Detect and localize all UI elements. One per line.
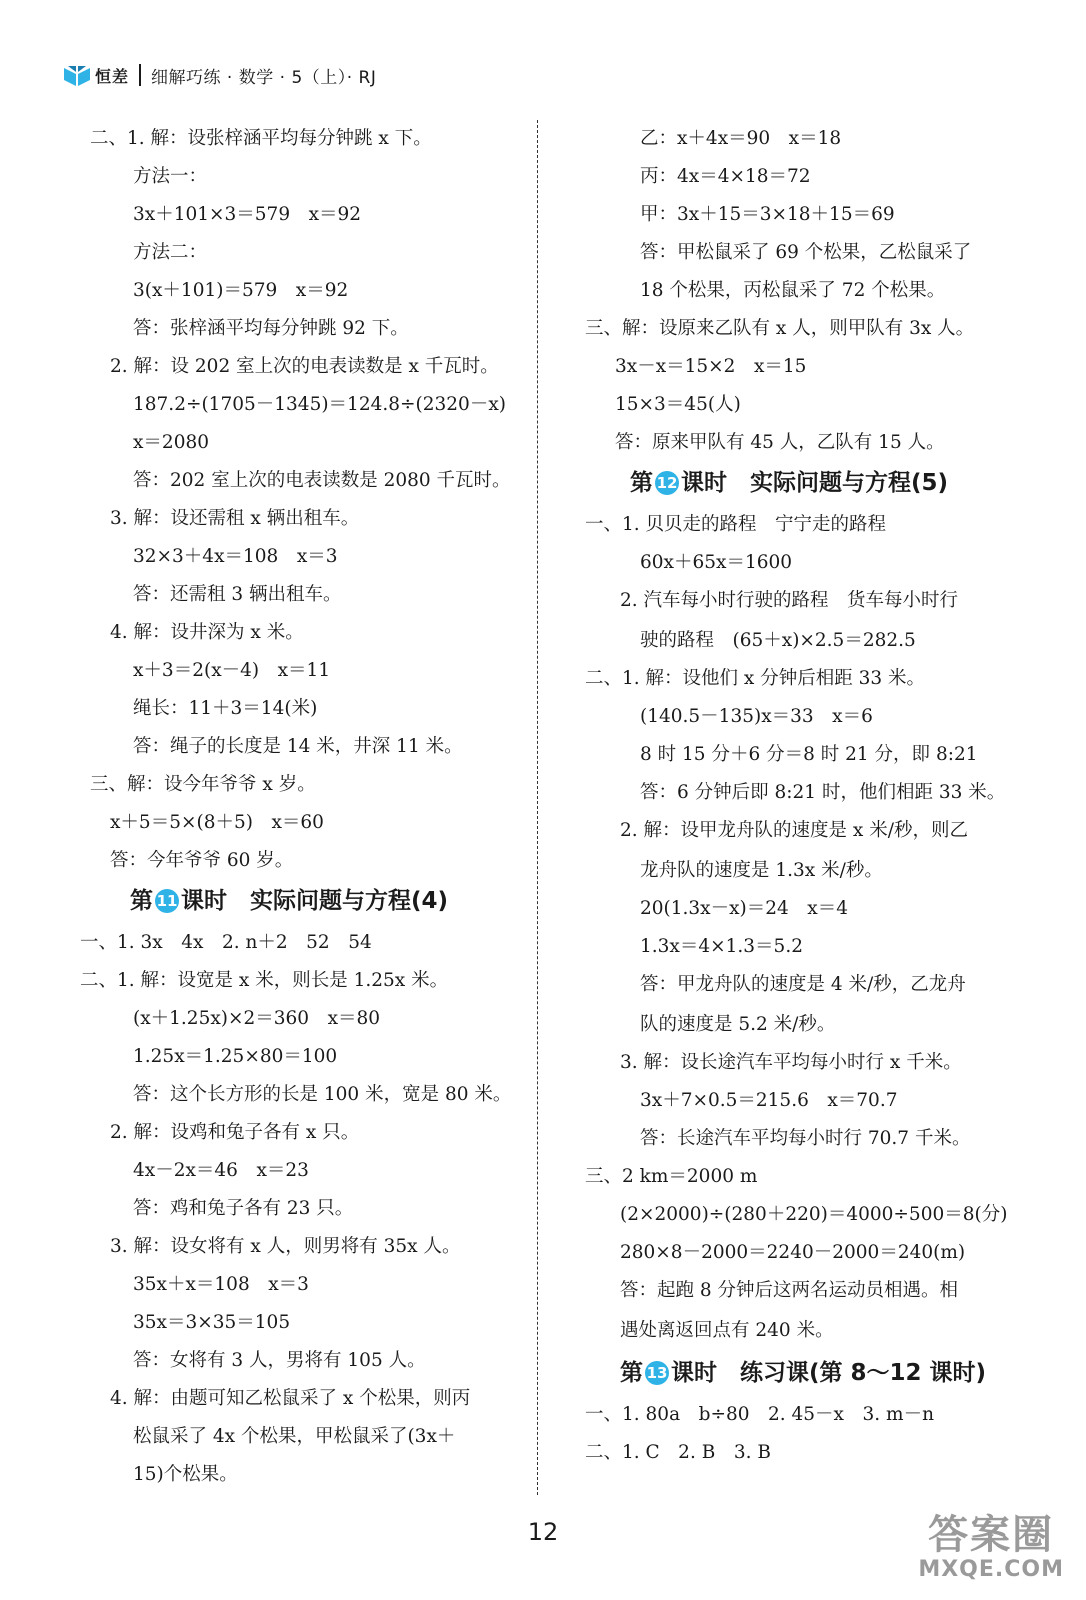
answer-line: 松鼠采了 4x 个松果，甲松鼠采了(3x＋ <box>133 1426 456 1447</box>
answer-line: 甲：3x＋15＝3×18＋15＝69 <box>640 204 895 225</box>
page-number: 12 <box>527 1518 559 1546</box>
answer-line: x＋5＝5×(8＋5) x＝60 <box>110 812 324 833</box>
answer-line: 方法一： <box>133 166 208 187</box>
lesson-heading-prefix: 第 <box>630 470 653 496</box>
lesson-heading-prefix: 第 <box>620 1360 643 1386</box>
answer-line: 乙：x＋4x＝90 x＝18 <box>640 128 842 149</box>
lesson-heading <box>130 888 448 914</box>
answer-line: 60x＋65x＝1600 <box>640 552 793 573</box>
answer-line: 一、1. 3x 4x 2. n＋2 52 54 <box>80 932 372 953</box>
answer-line: 答：6 分钟后即 8:21 时，他们相距 33 米。 <box>640 782 1006 803</box>
answer-line: 20(1.3x－x)＝24 x＝4 <box>640 898 849 919</box>
book-logo-icon <box>62 62 92 88</box>
book-title: 细解巧练 · 数学 · 5（上）· RJ <box>151 67 377 88</box>
lesson-heading-title: 课时 练习课(第 8～12 课时) <box>671 1360 987 1386</box>
answer-line: 2. 解：设 202 室上次的电表读数是 x 千瓦时。 <box>110 356 499 377</box>
answer-line: 2. 解：设甲龙舟队的速度是 x 米/秒，则乙 <box>620 820 968 841</box>
answer-line: 答：原来甲队有 45 人，乙队有 15 人。 <box>615 432 945 453</box>
answer-line: 丙：4x＝4×18＝72 <box>640 166 811 187</box>
watermark-url: MXQE.COM <box>918 1557 1064 1582</box>
answer-line: 4. 解：由题可知乙松鼠采了 x 个松果，则丙 <box>110 1388 471 1409</box>
answer-line: 三、解：设原来乙队有 x 人，则甲队有 3x 人。 <box>585 318 975 339</box>
answer-line: (x＋1.25x)×2＝360 x＝80 <box>133 1008 381 1029</box>
answer-line: 3x＋101×3＝579 x＝92 <box>133 204 362 225</box>
answer-line: 答：这个长方形的长是 100 米，宽是 80 米。 <box>133 1084 512 1105</box>
header-divider <box>139 64 141 86</box>
answer-line: x＋3＝2(x－4) x＝11 <box>133 660 331 681</box>
answer-line: 答：长途汽车平均每小时行 70.7 千米。 <box>640 1128 971 1149</box>
answer-line: 答：还需租 3 辆出租车。 <box>133 584 342 605</box>
lesson-number-badge: 11 <box>155 889 179 913</box>
page-header <box>62 58 376 92</box>
answer-line: 187.2÷(1705－1345)＝124.8÷(2320－x) <box>133 394 506 415</box>
lesson-number-badge: 12 <box>655 471 679 495</box>
answer-line: 35x＝3×35＝105 <box>133 1312 291 1333</box>
answer-line: 龙舟队的速度是 1.3x 米/秒。 <box>640 860 883 881</box>
answer-line: 二、1. C 2. B 3. B <box>585 1442 771 1463</box>
answer-line: (140.5－135)x＝33 x＝6 <box>640 706 873 727</box>
answer-line: (2×2000)÷(280＋220)＝4000÷500＝8(分) <box>620 1204 1008 1225</box>
answer-line: 遇处离返回点有 240 米。 <box>620 1320 834 1341</box>
answer-line: 答：绳子的长度是 14 米，井深 11 米。 <box>133 736 463 757</box>
answer-line: 2. 解：设鸡和兔子各有 x 只。 <box>110 1122 360 1143</box>
column-divider <box>537 120 538 1495</box>
lesson-heading <box>630 470 948 496</box>
answer-line: 二、1. 解：设他们 x 分钟后相距 33 米。 <box>585 668 926 689</box>
watermark <box>918 1513 1064 1582</box>
answer-line: 2. 汽车每小时行驶的路程 货车每小时行 <box>620 590 959 611</box>
answer-line: 1.25x＝1.25×80＝100 <box>133 1046 338 1067</box>
publisher-logo <box>62 62 129 88</box>
answer-line: 3. 解：设女将有 x 人，则男将有 35x 人。 <box>110 1236 461 1257</box>
answer-line: 三、2 km＝2000 m <box>585 1166 758 1187</box>
answer-line: 答：202 室上次的电表读数是 2080 千瓦时。 <box>133 470 511 491</box>
answer-line: 280×8－2000＝2240－2000＝240(m) <box>620 1242 966 1263</box>
answer-line: 队的速度是 5.2 米/秒。 <box>640 1014 836 1035</box>
answer-line: 答：甲松鼠采了 69 个松果，乙松鼠采了 <box>640 242 972 263</box>
answer-line: 一、1. 贝贝走的路程 宁宁走的路程 <box>585 514 887 535</box>
answer-line: 3x－x＝15×2 x＝15 <box>615 356 807 377</box>
answer-line: 32×3＋4x＝108 x＝3 <box>133 546 338 567</box>
lesson-heading <box>620 1360 986 1386</box>
answer-line: 3. 解：设还需租 x 辆出租车。 <box>110 508 360 529</box>
answer-line: 答：鸡和兔子各有 23 只。 <box>133 1198 354 1219</box>
answer-line: 15×3＝45(人) <box>615 394 741 415</box>
answer-line: 答：女将有 3 人，男将有 105 人。 <box>133 1350 426 1371</box>
lesson-number-badge: 13 <box>645 1361 669 1385</box>
answer-line: 三、解：设今年爷爷 x 岁。 <box>90 774 316 795</box>
lesson-heading-prefix: 第 <box>130 888 153 914</box>
answer-line: 驶的路程 (65＋x)×2.5＝282.5 <box>640 630 916 651</box>
answer-line: x＝2080 <box>133 432 210 453</box>
answer-line: 4. 解：设井深为 x 米。 <box>110 622 304 643</box>
answer-line: 答：今年爷爷 60 岁。 <box>110 850 294 871</box>
answer-line: 二、1. 解：设张梓涵平均每分钟跳 x 下。 <box>90 128 432 149</box>
answer-line: 1.3x＝4×1.3＝5.2 <box>640 936 803 957</box>
lesson-heading-title: 课时 实际问题与方程(4) <box>181 888 449 914</box>
answer-line: 4x－2x＝46 x＝23 <box>133 1160 309 1181</box>
answer-line: 二、1. 解：设宽是 x 米，则长是 1.25x 米。 <box>80 970 449 991</box>
answer-line: 35x＋x＝108 x＝3 <box>133 1274 309 1295</box>
answer-line: 3(x＋101)＝579 x＝92 <box>133 280 349 301</box>
answer-line: 答：张梓涵平均每分钟跳 92 下。 <box>133 318 409 339</box>
answer-line: 15)个松果。 <box>133 1464 238 1485</box>
watermark-title: 答案圈 <box>928 1512 1055 1558</box>
answer-line: 答：甲龙舟队的速度是 4 米/秒，乙龙舟 <box>640 974 966 995</box>
answer-line: 8 时 15 分＋6 分＝8 时 21 分，即 8:21 <box>640 744 978 765</box>
logo-text: 恒差 <box>95 66 130 86</box>
answer-line: 3x＋7×0.5＝215.6 x＝70.7 <box>640 1090 898 1111</box>
answer-line: 方法二： <box>133 242 208 263</box>
answer-line: 18 个松果，丙松鼠采了 72 个松果。 <box>640 280 946 301</box>
answer-line: 一、1. 80a b÷80 2. 45－x 3. m－n <box>585 1404 934 1425</box>
answer-line: 3. 解：设长途汽车平均每小时行 x 千米。 <box>620 1052 962 1073</box>
lesson-heading-title: 课时 实际问题与方程(5) <box>681 470 949 496</box>
answer-line: 答：起跑 8 分钟后这两名运动员相遇。相 <box>620 1280 959 1301</box>
answer-line: 绳长：11＋3＝14(米) <box>133 698 318 719</box>
